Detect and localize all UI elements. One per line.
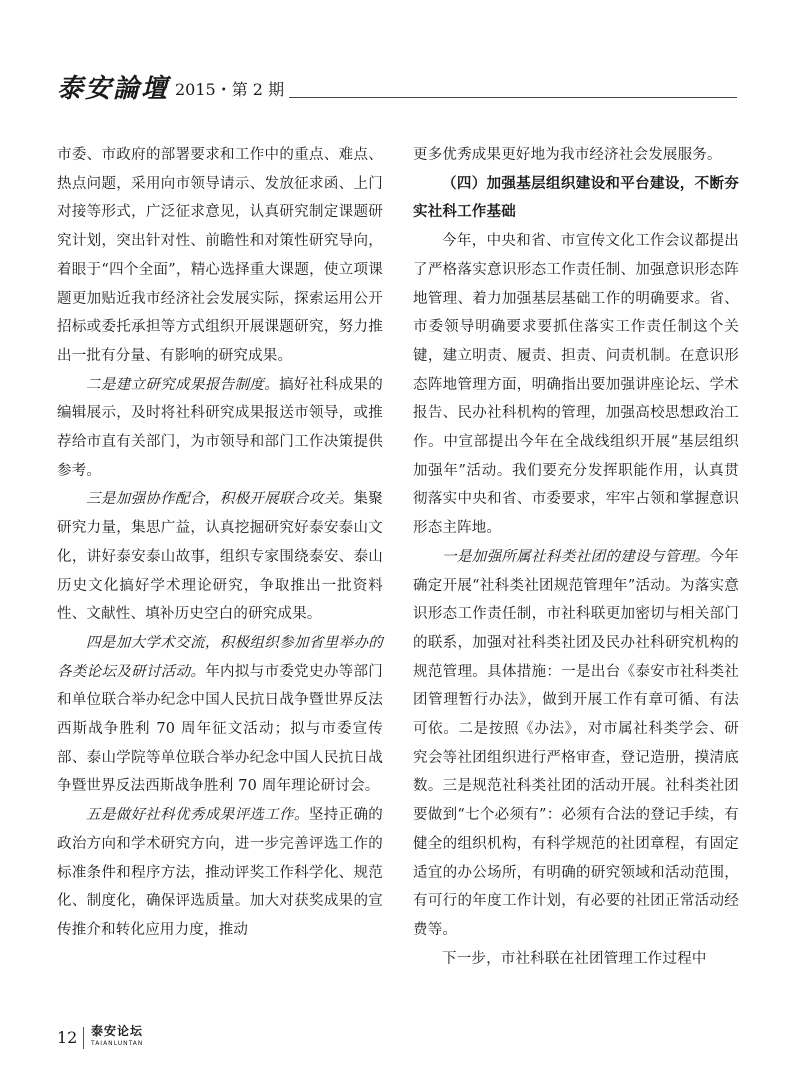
paragraph: 今年，中央和省、市宣传文化工作会议都提出了严格落实意识形态工作责任制、加强意识形态阵地管理、着力加强基层基础工作的明确要求。省、市委领导明确要求要抓住落实工作责任制这个关键，建立明责、履责、担责、问责机制。在意识形态阵地管理方面，明确指出要加强讲座论坛、学术报告、民办社科机构的管理，加强高校思想政治工作。中宣部提出今年在全战线组织开展“基层组织加强年”活动。我们要充分发挥职能作用，认真贯彻落实中央和省、市委要求，牢牢占领和掌握意识形态主阵地。 <box>413 233 739 537</box>
footer-brand: 泰安论坛 <box>91 1024 144 1038</box>
paragraph: 市委、市政府的部署要求和工作中的重点、难点、热点问题，采用向市领导请示、发放征求函、上门对接等形式，广泛征求意见，认真研究制定课题研究计划，突出针对性、前瞻性和对策性研究导向，着眼于“四个全面”，精心选择重大课题，使立项课题更加贴近我市经济社会发展实际，探索运用公开招标或委托承担等方式组织开展课题研究，努力推出一批有分量、有影响的研究成果。 <box>57 147 383 364</box>
footer-brand-pinyin: TAIANLUNTAN <box>91 1040 144 1047</box>
paragraph-lead: 四是加大学术交流，积极组织参加省里举办的各类论坛及研讨活动。 <box>57 634 383 680</box>
paragraph-body: 集聚研究力量，集思广益，认真挖掘研究好泰安泰山文化，讲好泰安泰山故事，组织专家围绕泰安、泰山历史文化搞好学术理论研究，争取推出一批资料性、文献性、填补历史空白的研究成果。 <box>57 491 383 623</box>
paragraph-body: 今年确定开展“社科类社团规范管理年”活动。为落实意识形态工作责任制，市社科联更加密切与相关部门的联系，加强对社科类社团及民办社科研究机构的规范管理。具体措施：一是出台《泰安市社科类社团管理暂行办法》，做到开展工作有章可循、有法可依。二是按照《办法》，对市属社科类学会、研究会等社团组织进行严格审查，登记造册，摸清底数。三是规范社科类社团的活动开展。社科类社团要做到“七个必须有”：必须有合法的登记手续，有健全的组织机构，有科学规范的社团章程，有固定适宜的办公场所，有明确的研究领域和活动范围，有可行的年度工作计划，有必要的社团正常活动经费等。 <box>413 548 739 938</box>
paragraph-lead: 三是加强协作配合，积极开展联合攻关。 <box>86 491 354 508</box>
left-column <box>57 141 383 945</box>
paragraph <box>57 801 383 945</box>
paragraph: 更多优秀成果更好地为我市经济社会发展服务。 <box>413 147 722 163</box>
paragraph-body: 坚持正确的政治方向和学术研究方向，进一步完善评选工作的标准条件和程序方法，推动评奖工作科学化、规范化、制度化，确保评选质量。加大对获奖成果的宣传推介和转化应用力度，推动 <box>57 807 384 938</box>
header-rule <box>289 97 737 98</box>
footer-divider <box>83 1027 84 1049</box>
paragraph-lead: 一是加强所属社科类社团的建设与管理。 <box>442 548 710 565</box>
paragraph <box>57 629 383 801</box>
paragraph <box>413 543 739 945</box>
paragraph-body: 搞好社科成果的编辑展示，及时将社科研究成果报送市领导，或推荐给市直有关部门，为市领导和部门工作决策提供参考。 <box>57 376 383 479</box>
issue-label: 2015・第 2 期 <box>175 80 285 99</box>
paragraph <box>57 485 383 629</box>
right-column <box>413 141 739 973</box>
paragraph <box>57 371 383 486</box>
running-header <box>57 66 737 106</box>
journal-masthead: 泰安論壇 <box>57 74 170 104</box>
paragraph-lead: 五是做好社科优秀成果评选工作。 <box>86 807 309 824</box>
paragraph-body: 年内拟与市委党史办等部门和单位联合举办纪念中国人民抗日战争暨世界反法西斯战争胜利 70 周年征文活动；拟与市委宣传部、泰山学院等单位联合举办纪念中国人民抗日战争暨世界反法西斯战争胜利 70 周年理论研讨会。 <box>57 663 383 795</box>
paragraph-lead: 二是建立研究成果报告制度。 <box>86 376 280 393</box>
paragraph: 下一步，市社科联在社团管理工作过程中 <box>442 950 707 967</box>
page-footer <box>57 1024 257 1054</box>
page-number: 12 <box>57 1028 78 1047</box>
section-heading: （四）加强基层组织建设和平台建设，不断夯实社科工作基础 <box>413 174 739 221</box>
